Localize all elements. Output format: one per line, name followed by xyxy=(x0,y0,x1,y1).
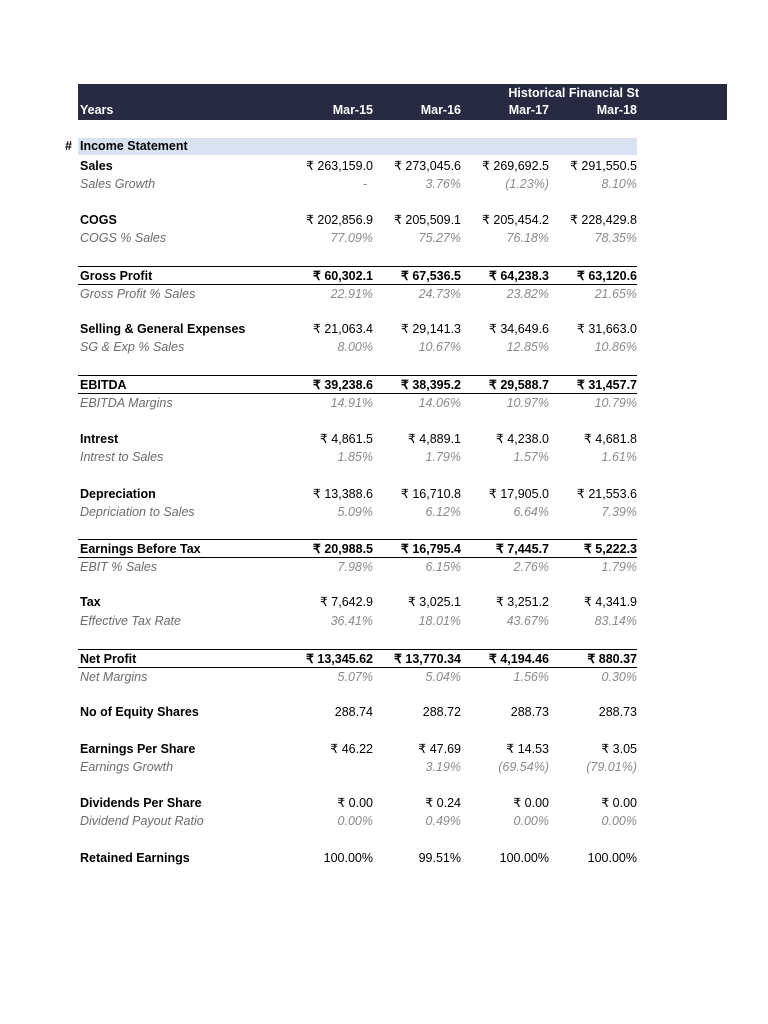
row-depreciation xyxy=(78,485,637,503)
row-label: SG & Exp % Sales xyxy=(80,340,185,354)
row-label: Dividends Per Share xyxy=(80,796,202,810)
cell-value: 83.14% xyxy=(594,614,637,628)
cell-value: 0.49% xyxy=(425,814,461,828)
cell-value: ₹ 273,045.6 xyxy=(393,159,461,173)
row-label: Depreciation xyxy=(80,487,156,501)
row-eps xyxy=(78,740,637,758)
cell-value: 14.06% xyxy=(418,396,461,410)
sheet-title: Historical Financial St xyxy=(508,86,639,100)
row-payout xyxy=(78,812,637,830)
cell-value: ₹ 17,905.0 xyxy=(488,487,549,501)
cell-value: 36.41% xyxy=(330,614,373,628)
cell-value: ₹ 13,345.62 xyxy=(305,652,373,666)
cell-value: 288.73 xyxy=(510,705,549,719)
row-label: Intrest xyxy=(80,432,119,446)
cell-value: 99.51% xyxy=(418,851,461,865)
cell-value: ₹ 4,861.5 xyxy=(319,432,373,446)
cell-value: 1.56% xyxy=(513,670,549,684)
cell-value: 78.35% xyxy=(594,231,637,245)
row-label: Depriciation to Sales xyxy=(80,505,195,519)
cell-value: 100.00% xyxy=(499,851,549,865)
cell-value: 100.00% xyxy=(587,851,637,865)
cell-value: 0.00% xyxy=(337,814,373,828)
cell-value: ₹ 29,588.7 xyxy=(488,378,549,392)
cell-value: 1.57% xyxy=(513,450,549,464)
row-ebitda xyxy=(78,375,637,394)
cell-value: ₹ 21,063.4 xyxy=(312,322,373,336)
row-retained xyxy=(78,849,637,867)
row-eps-growth xyxy=(78,758,637,776)
cell-value: 10.97% xyxy=(506,396,549,410)
cell-value: 5.07% xyxy=(337,670,373,684)
cell-value: 288.72 xyxy=(422,705,461,719)
cell-value: 24.73% xyxy=(418,287,461,301)
cell-value: (69.54%) xyxy=(498,760,549,774)
years-label: Years xyxy=(80,103,114,117)
section-hash: # xyxy=(65,139,72,153)
section-title: Income Statement xyxy=(80,139,188,153)
cell-value: 6.15% xyxy=(425,560,461,574)
cell-value: ₹ 228,429.8 xyxy=(569,213,637,227)
cell-value: ₹ 291,550.5 xyxy=(569,159,637,173)
row-label: COGS % Sales xyxy=(80,231,167,245)
cell-value: 288.74 xyxy=(334,705,373,719)
header-bar xyxy=(78,84,727,120)
cell-value: ₹ 4,194.46 xyxy=(488,652,549,666)
cell-value: ₹ 4,341.9 xyxy=(583,595,637,609)
cell-value: ₹ 34,649.6 xyxy=(488,322,549,336)
row-label: Earnings Before Tax xyxy=(80,542,201,556)
cell-value: 18.01% xyxy=(418,614,461,628)
year-header: Mar-16 xyxy=(420,103,461,117)
row-cogs xyxy=(78,211,637,229)
cell-value: ₹ 38,395.2 xyxy=(400,378,461,392)
row-sga xyxy=(78,320,637,338)
row-label: Retained Earnings xyxy=(80,851,190,865)
cell-value: 1.79% xyxy=(425,450,461,464)
cell-value: ₹ 3,251.2 xyxy=(495,595,549,609)
cell-value: ₹ 31,457.7 xyxy=(576,378,637,392)
cell-value: ₹ 29,141.3 xyxy=(400,322,461,336)
row-label: EBIT % Sales xyxy=(80,560,158,574)
cell-value: 2.76% xyxy=(513,560,549,574)
cell-value: 14.91% xyxy=(330,396,373,410)
row-sales-growth xyxy=(78,175,637,193)
row-dps xyxy=(78,794,637,812)
cell-value: ₹ 60,302.1 xyxy=(312,269,373,283)
cell-value: 76.18% xyxy=(506,231,549,245)
cell-value: 10.67% xyxy=(418,340,461,354)
cell-value: ₹ 13,770.34 xyxy=(393,652,461,666)
cell-value: ₹ 7,642.9 xyxy=(319,595,373,609)
row-label: No of Equity Shares xyxy=(80,705,199,719)
row-label: Net Profit xyxy=(80,652,137,666)
cell-value: 21.65% xyxy=(594,287,637,301)
row-label: Gross Profit xyxy=(80,269,153,283)
row-label: Tax xyxy=(80,595,101,609)
cell-value: 23.82% xyxy=(506,287,549,301)
cell-value: 7.98% xyxy=(337,560,373,574)
row-net-profit xyxy=(78,649,637,668)
row-gross-profit-pct xyxy=(78,284,637,303)
row-label: Intrest to Sales xyxy=(80,450,164,464)
cell-value: ₹ 3.05 xyxy=(601,742,637,756)
cell-value: ₹ 64,238.3 xyxy=(488,269,549,283)
cell-dash: - xyxy=(363,177,368,191)
row-tax-rate xyxy=(78,612,637,630)
cell-value: 288.73 xyxy=(598,705,637,719)
cell-value: 100.00% xyxy=(323,851,373,865)
row-label: Earnings Growth xyxy=(80,760,174,774)
cell-value: ₹ 3,025.1 xyxy=(407,595,461,609)
row-tax xyxy=(78,593,637,611)
cell-value: ₹ 63,120.6 xyxy=(576,269,637,283)
year-header: Mar-17 xyxy=(508,103,549,117)
row-ebit-pct xyxy=(78,557,637,576)
cell-value: ₹ 0.24 xyxy=(425,796,461,810)
row-label: Selling & General Expenses xyxy=(80,322,246,336)
cell-value: 10.86% xyxy=(594,340,637,354)
row-label: COGS xyxy=(80,213,117,227)
row-label: EBITDA xyxy=(80,378,127,392)
cell-value: (1.23%) xyxy=(505,177,549,191)
cell-value: 0.00% xyxy=(513,814,549,828)
cell-value: ₹ 16,710.8 xyxy=(400,487,461,501)
cell-value: ₹ 5,222.3 xyxy=(583,542,637,556)
cell-value: 5.09% xyxy=(337,505,373,519)
row-label: Sales Growth xyxy=(80,177,156,191)
cell-value: 0.30% xyxy=(601,670,637,684)
row-gross-profit xyxy=(78,266,637,285)
cell-value: 77.09% xyxy=(330,231,373,245)
cell-value: ₹ 46.22 xyxy=(330,742,373,756)
row-shares xyxy=(78,703,637,721)
cell-value: 1.61% xyxy=(601,450,637,464)
cell-value: 0.00% xyxy=(601,814,637,828)
cell-value: 10.79% xyxy=(594,396,637,410)
cell-value: 7.39% xyxy=(601,505,637,519)
cell-value: ₹ 4,238.0 xyxy=(495,432,549,446)
cell-value: ₹ 0.00 xyxy=(513,796,549,810)
cell-value: 43.67% xyxy=(506,614,549,628)
row-interest xyxy=(78,430,637,448)
cell-value: 12.85% xyxy=(506,340,549,354)
row-cogs-pct xyxy=(78,229,637,247)
cell-value: ₹ 16,795.4 xyxy=(400,542,461,556)
cell-value: ₹ 263,159.0 xyxy=(305,159,373,173)
cell-value: ₹ 20,988.5 xyxy=(312,542,373,556)
cell-value: ₹ 880.37 xyxy=(587,652,637,666)
row-net-margin xyxy=(78,667,637,686)
row-sga-pct xyxy=(78,338,637,356)
section-header xyxy=(78,138,637,155)
cell-value: 3.76% xyxy=(425,177,461,191)
row-label: Earnings Per Share xyxy=(80,742,196,756)
cell-value: ₹ 4,889.1 xyxy=(407,432,461,446)
cell-value: ₹ 202,856.9 xyxy=(305,213,373,227)
row-ebt xyxy=(78,539,637,558)
cell-value: ₹ 14.53 xyxy=(506,742,549,756)
cell-value: 1.79% xyxy=(601,560,637,574)
cell-value: 75.27% xyxy=(418,231,461,245)
cell-value: 5.04% xyxy=(425,670,461,684)
cell-value: ₹ 13,388.6 xyxy=(312,487,373,501)
row-label: Net Margins xyxy=(80,670,148,684)
cell-value: ₹ 39,238.6 xyxy=(312,378,373,392)
row-label: Sales xyxy=(80,159,113,173)
year-header: Mar-15 xyxy=(332,103,373,117)
cell-value: 3.19% xyxy=(425,760,461,774)
cell-value: 6.64% xyxy=(513,505,549,519)
cell-value: ₹ 31,663.0 xyxy=(576,322,637,336)
year-header: Mar-18 xyxy=(596,103,637,117)
cell-value: (79.01%) xyxy=(586,760,637,774)
row-depreciation-pct xyxy=(78,503,637,521)
cell-value: ₹ 0.00 xyxy=(337,796,373,810)
row-sales xyxy=(78,157,637,175)
cell-value: ₹ 269,692.5 xyxy=(481,159,549,173)
cell-value: 8.00% xyxy=(337,340,373,354)
cell-value: ₹ 47.69 xyxy=(418,742,461,756)
cell-value: ₹ 4,681.8 xyxy=(583,432,637,446)
row-ebitda-margin xyxy=(78,393,637,412)
row-label: Gross Profit % Sales xyxy=(80,287,196,301)
cell-value: ₹ 21,553.6 xyxy=(576,487,637,501)
cell-value: 8.10% xyxy=(601,177,637,191)
row-label: EBITDA Margins xyxy=(80,396,173,410)
cell-value: ₹ 205,509.1 xyxy=(393,213,461,227)
cell-value: 1.85% xyxy=(337,450,373,464)
cell-value: 6.12% xyxy=(425,505,461,519)
cell-value: ₹ 0.00 xyxy=(601,796,637,810)
cell-value: 22.91% xyxy=(330,287,373,301)
row-interest-pct xyxy=(78,448,637,466)
row-label: Effective Tax Rate xyxy=(80,614,181,628)
cell-value: ₹ 67,536.5 xyxy=(400,269,461,283)
cell-value: ₹ 205,454.2 xyxy=(481,213,549,227)
cell-value: ₹ 7,445.7 xyxy=(495,542,549,556)
row-label: Dividend Payout Ratio xyxy=(80,814,204,828)
